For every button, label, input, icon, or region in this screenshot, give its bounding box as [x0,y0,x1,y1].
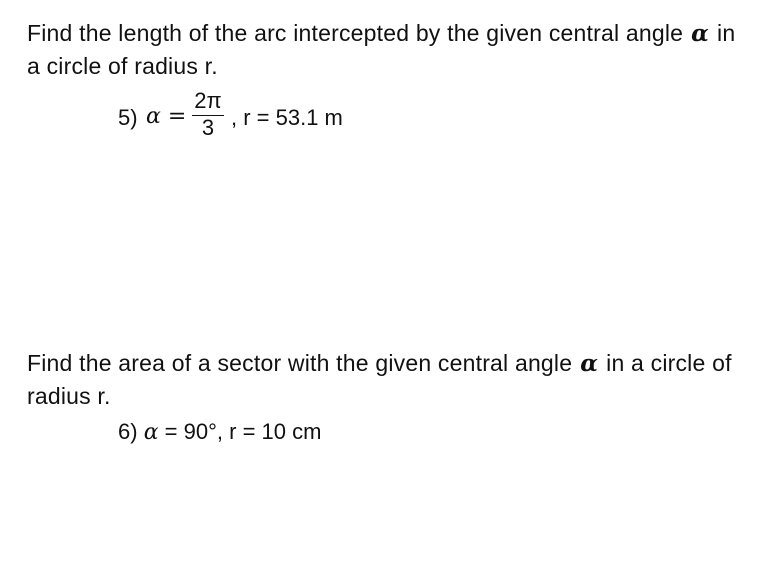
instruction-text: Find the area of a sector with the given central angle [27,350,573,376]
arc-length-instruction [27,17,747,83]
angle-label: α = [146,104,187,129]
alpha-symbol: α [691,20,710,47]
problem-number: 5) [118,105,138,130]
alpha-symbol: α [580,350,599,377]
problem-6 [118,419,321,445]
instruction-text: Find the length of the arc intercepted by the given central angle [27,20,684,46]
sector-area-instruction [27,347,747,413]
instruction-text-end: in a circle of radius r. [27,350,732,409]
radius-value: , r = 53.1 m [231,105,343,130]
fraction-denominator: 3 [201,115,215,140]
instruction-text-end: in a circle of radius r. [27,20,736,79]
fraction-numerator: 2π [194,88,222,113]
angle-fraction [190,88,226,140]
angle-and-radius: = 90°, r = 10 cm [164,419,322,444]
problem-number: 6) [118,419,138,444]
angle-symbol: α [143,420,159,445]
